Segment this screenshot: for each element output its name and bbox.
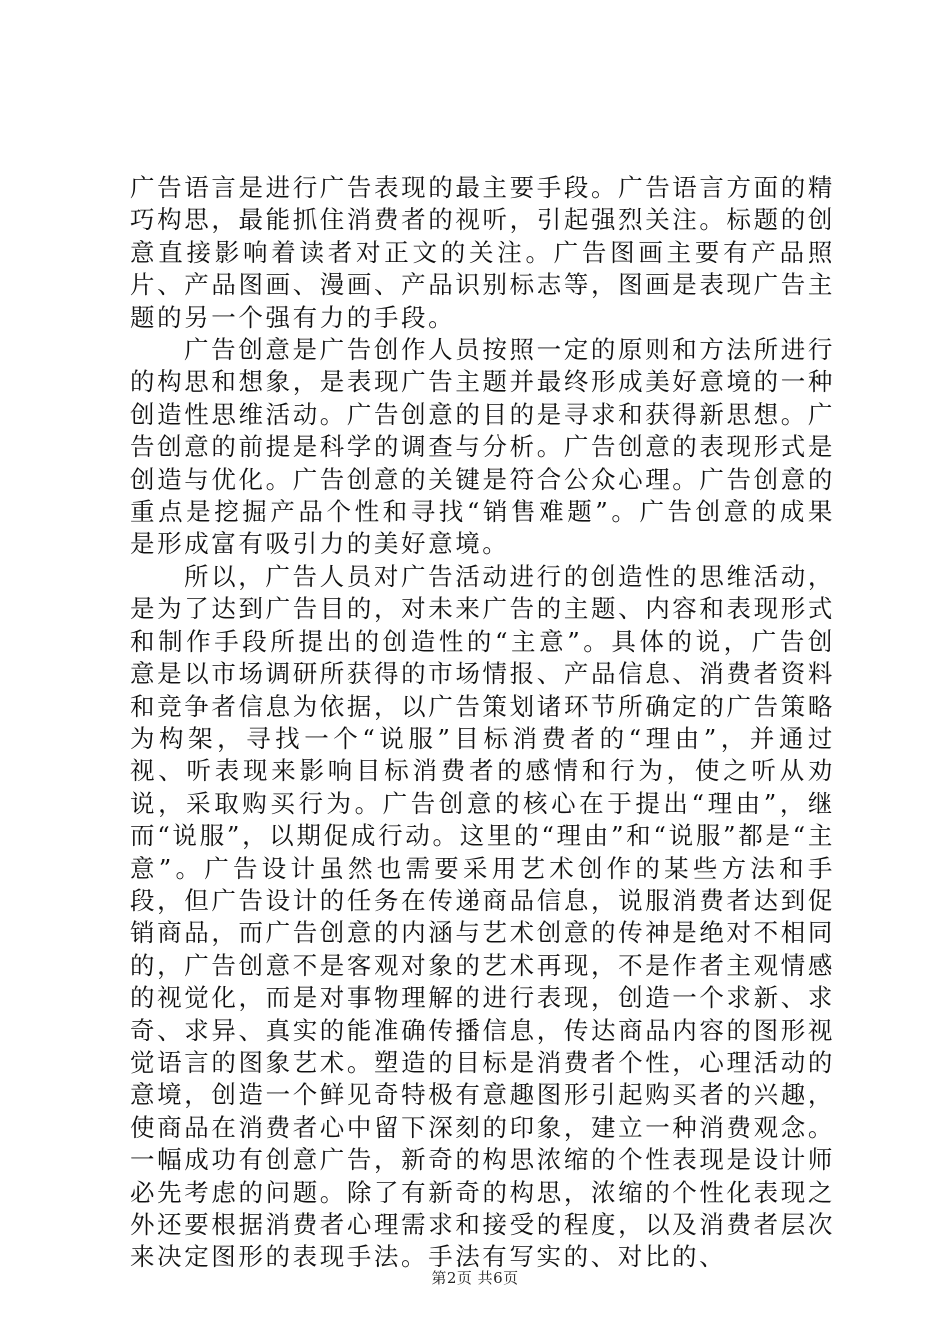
- paragraph-2: 广告创意是广告创作人员按照一定的原则和方法所进行的构思和想象，是表现广告主题并最终形成美好意境的一种创造性思维活动。广告创意的目的是寻求和获得新思想。广告创意的前提是科学的调查与分析。广告创意的表现形式是创造与优化。广告创意的关键是符合公众心理。广告创意的重点是挖掘产品个性和寻找“销售难题”。广告创意的成果是形成富有吸引力的美好意境。: [130, 335, 835, 559]
- paragraph-3: 所以，广告人员对广告活动进行的创造性的思维活动，是为了达到广告目的，对未来广告的主题、内容和表现形式和制作手段所提出的创造性的“主意”。具体的说，广告创意是以市场调研所获得的市场情报、产品信息、消费者资料和竞争者信息为依据，以广告策划诸环节所确定的广告策略为构架，寻找一个“说服”目标消费者的“理由”，并通过视、听表现来影响目标消费者的感情和行为，使之听从劝说，采取购买行为。广告创意的核心在于提出“理由”，继而“说服”，以期促成行动。这里的“理由”和“说服”都是“主意”。广告设计虽然也需要采用艺术创作的某些方法和手段，但广告设计的任务在传递商品信息，说服消费者达到促销商品，而广告创意的内涵与艺术创意的传神是绝对不相同的，广告创意不是客观对象的艺术再现，不是作者主观情感的视觉化，而是对事物理解的进行表现，创造一个求新、求奇、求异、真实的能准确传播信息，传达商品内容的图形视觉语言的图象艺术。塑造的目标是消费者个性，心理活动的意境，创造一个鲜见奇特极有意趣图形引起购买者的兴趣，使商品在消费者心中留下深刻的印象，建立一种消费观念。一幅成功有创意广告，新奇的构思浓缩的个性表现是设计师必先考虑的问题。除了有新奇的构思，浓缩的个性化表现之外还要根据消费者心理需求和接受的程度，以及消费者层次来决定图形的表现手法。手法有写实的、对比的、: [130, 561, 835, 1272]
- page-number-footer: 第2页 共6页: [431, 1269, 519, 1287]
- paragraph-1: 广告语言是进行广告表现的最主要手段。广告语言方面的精巧构思，最能抓住消费者的视听，引起强烈关注。标题的创意直接影响着读者对正文的关注。广告图画主要有产品照片、产品图画、漫画、产品识别标志等，图画是表现广告主题的另一个强有力的手段。: [130, 173, 835, 332]
- document-body: [130, 172, 835, 1274]
